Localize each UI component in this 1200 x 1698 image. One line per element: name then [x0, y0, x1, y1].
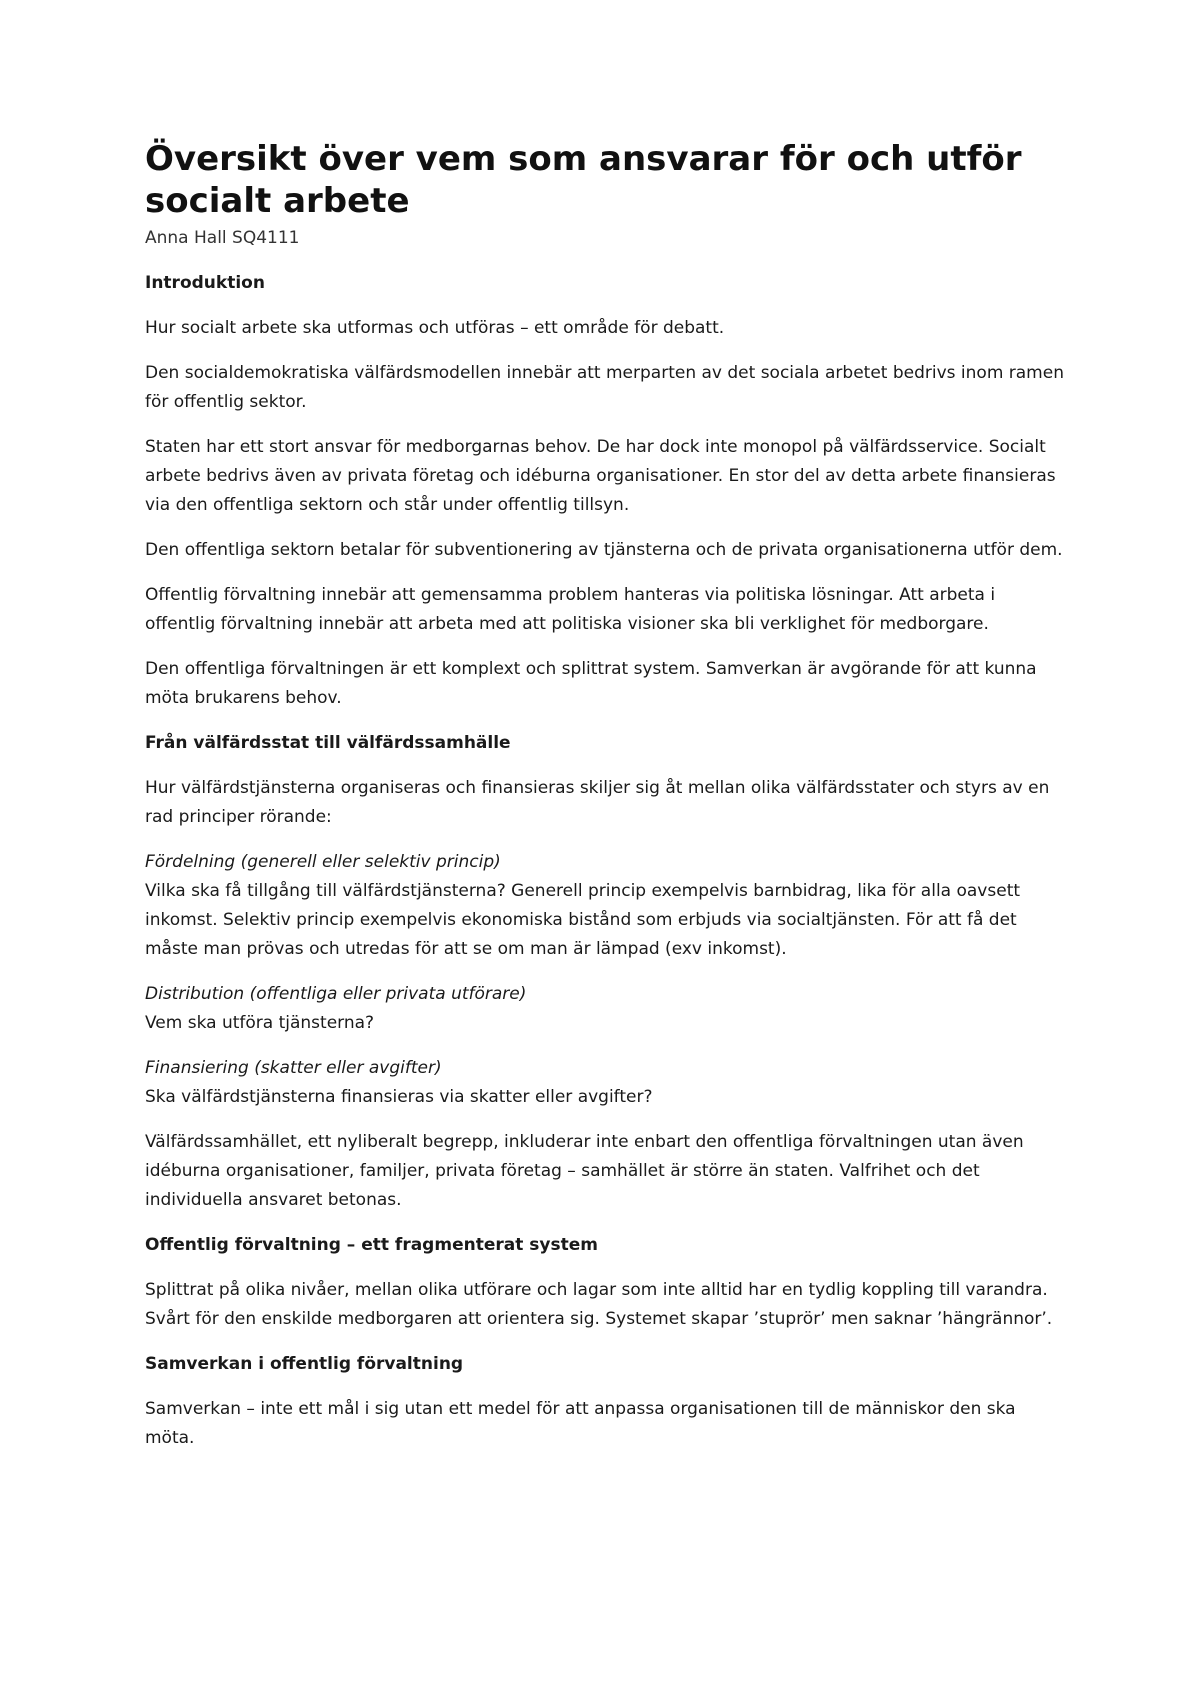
heading-introduction: Introduktion: [145, 273, 265, 293]
principle-text: Vem ska utföra tjänsterna?: [145, 1013, 375, 1033]
author-line: Anna Hall SQ4111: [145, 228, 300, 248]
heading-cooperation: Samverkan i offentlig förvaltning: [145, 1354, 464, 1374]
paragraph: Hur socialt arbete ska utformas och utföras – ett område för debatt.: [145, 318, 725, 338]
paragraph: Den offentliga förvaltningen är ett komplext och splittrat system. Samverkan är avgörande för att kunna möta brukarens behov.: [145, 659, 1037, 708]
paragraph: Splittrat på olika nivåer, mellan olika utförare och lagar som inte alltid har en tydlig koppling till varandra. Svårt för den enskilde medborgaren att orientera sig. Systemet skapar ’stuprör’ men saknar ’hängrännor’.: [145, 1280, 1053, 1329]
principle-financing-block: [145, 1054, 1070, 1112]
paragraph: Offentlig förvaltning innebär att gemensamma problem hanteras via politiska lösningar. Att arbeta i offentlig förvaltning innebär att arbeta med att politiska visioner ska bli verklighet för medborgare.: [145, 585, 996, 634]
paragraph: Samverkan – inte ett mål i sig utan ett medel för att anpassa organisationen till de människor den ska möta.: [145, 1399, 1016, 1448]
paragraph: Den offentliga sektorn betalar för subventionering av tjänsterna och de privata organisationerna utför dem.: [145, 540, 1063, 560]
paragraph: Den socialdemokratiska välfärdsmodellen innebär att merparten av det sociala arbetet bedrivs inom ramen för offentlig sektor.: [145, 363, 1064, 412]
principle-title: Distribution (offentliga eller privata utförare): [145, 984, 527, 1004]
document-page: [145, 138, 1070, 1453]
principle-text: Ska välfärdstjänsterna finansieras via skatter eller avgifter?: [145, 1087, 653, 1107]
principle-provider-block: [145, 980, 1070, 1038]
heading-welfare: Från välfärdsstat till välfärdssamhälle: [145, 733, 511, 753]
document-title: Översikt över vem som ansvarar för och utför socialt arbete: [145, 139, 1022, 221]
principle-text: Vilka ska få tillgång till välfärdstjänsterna? Generell princip exempelvis barnbidrag, lika för alla oavsett inkomst. Selektiv princip exempelvis ekonomiska bistånd som erbjuds via socialtjänsten. För att få det måste man prövas och utredas för att se om man är lämpad (exv inkomst).: [145, 881, 1021, 959]
paragraph: Staten har ett stort ansvar för medborgarnas behov. De har dock inte monopol på välfärdsservice. Socialt arbete bedrivs även av privata företag och idéburna organisationer. En stor del av detta arbete finansieras via den offentliga sektorn och står under offentlig tillsyn.: [145, 437, 1056, 515]
paragraph: Hur välfärdstjänsterna organiseras och finansieras skiljer sig åt mellan olika välfärdsstater och styrs av en rad principer rörande:: [145, 778, 1050, 827]
principle-distribution-block: [145, 848, 1070, 964]
paragraph: Välfärdssamhället, ett nyliberalt begrepp, inkluderar inte enbart den offentliga förvaltningen utan även idéburna organisationer, familjer, privata företag – samhället är större än staten. Valfrihet och det individuella ansvaret betonas.: [145, 1132, 1024, 1210]
principle-title: Fördelning (generell eller selektiv princip): [145, 852, 501, 872]
principle-title: Finansiering (skatter eller avgifter): [145, 1058, 442, 1078]
heading-fragmented-system: Offentlig förvaltning – ett fragmenterat system: [145, 1235, 598, 1255]
